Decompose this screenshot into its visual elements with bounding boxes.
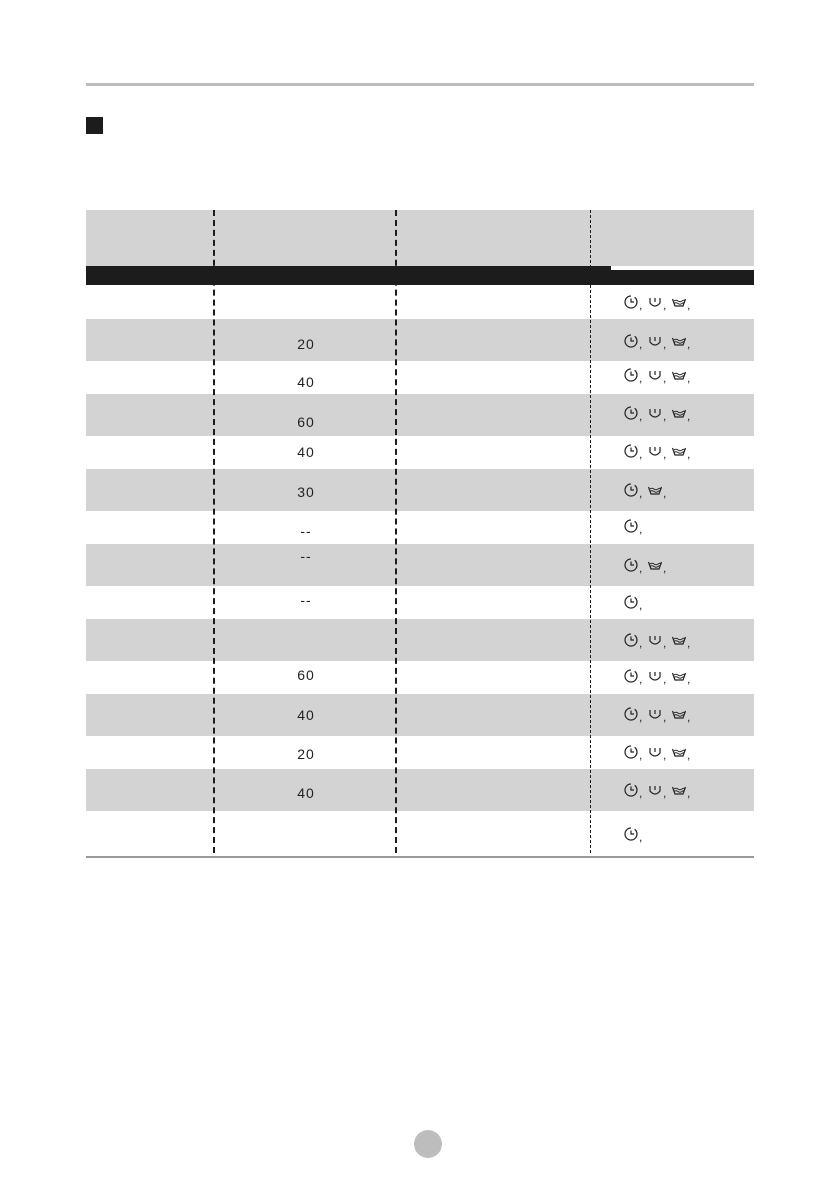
option-separator: , [663,371,667,385]
option-separator: , [663,636,667,650]
table-row [86,586,754,619]
table-row [86,661,754,694]
options-cell [623,631,695,649]
option-separator: , [639,636,643,650]
option-separator: , [639,409,643,423]
options-cell [623,593,647,611]
rinse-basin-icon [671,367,687,383]
rinse-basin-icon [647,557,663,573]
option-separator: , [639,561,643,575]
rinse-basin-icon [671,632,687,648]
table-row [86,436,754,469]
prewash-tub-icon [647,367,663,383]
option-separator: , [639,830,643,844]
option-separator: , [687,636,691,650]
table-row [86,285,754,319]
option-separator: , [663,486,667,500]
options-cell [623,667,695,685]
options-cell [623,556,671,574]
option-separator: , [663,748,667,762]
prewash-tub-icon [647,294,663,310]
header-band-notch [611,266,754,270]
rinse-basin-icon [671,668,687,684]
temperature-cell: -- [300,592,312,608]
prewash-tub-icon [647,632,663,648]
table-row [86,544,754,586]
prewash-tub-icon [647,333,663,349]
clock-icon [623,668,639,684]
option-separator: , [639,486,643,500]
option-separator: , [639,672,643,686]
rinse-basin-icon [647,482,663,498]
temperature-cell: 40 [297,707,315,723]
rinse-basin-icon [671,706,687,722]
rinse-basin-icon [671,405,687,421]
rinse-basin-icon [671,782,687,798]
clock-icon [623,443,639,459]
table-row [86,394,754,436]
temperature-cell: 60 [297,414,315,430]
temperature-cell: 40 [297,374,315,390]
bottom-rule [86,856,754,858]
section-marker [86,117,103,134]
options-cell [623,404,695,422]
table-row [86,511,754,544]
temperature-cell: 20 [297,746,315,762]
prewash-tub-icon [647,668,663,684]
table-row [86,361,754,394]
option-separator: , [687,409,691,423]
options-cell [623,743,695,761]
option-separator: , [663,672,667,686]
clock-icon [623,482,639,498]
clock-icon [623,333,639,349]
options-cell [623,442,695,460]
options-cell [623,517,647,535]
clock-icon [623,826,639,842]
option-separator: , [639,337,643,351]
temperature-cell: 40 [297,444,315,460]
option-separator: , [663,786,667,800]
option-separator: , [663,447,667,461]
prewash-tub-icon [647,443,663,459]
option-separator: , [687,748,691,762]
table-header [86,210,754,266]
option-separator: , [687,672,691,686]
temperature-cell: 60 [297,667,315,683]
table-body [86,285,754,853]
rinse-basin-icon [671,333,687,349]
option-separator: , [639,710,643,724]
column-divider-3 [590,210,591,853]
option-separator: , [639,522,643,536]
option-separator: , [687,710,691,724]
option-separator: , [639,748,643,762]
top-rule [86,83,754,86]
prewash-tub-icon [647,744,663,760]
clock-icon [623,706,639,722]
page-number-badge [414,1130,442,1158]
table-row [86,811,754,853]
prewash-tub-icon [647,706,663,722]
option-separator: , [687,337,691,351]
table-row [86,619,754,661]
clock-icon [623,557,639,573]
table-row [86,694,754,736]
clock-icon [623,367,639,383]
column-divider-1 [213,210,215,853]
table-row [86,319,754,361]
rinse-basin-icon [671,744,687,760]
table-row [86,469,754,511]
option-separator: , [639,786,643,800]
temperature-cell: 40 [297,785,315,801]
option-separator: , [639,447,643,461]
table-row [86,736,754,769]
clock-icon [623,744,639,760]
prewash-tub-icon [647,782,663,798]
option-separator: , [687,786,691,800]
option-separator: , [663,298,667,312]
option-separator: , [663,337,667,351]
options-cell [623,781,695,799]
clock-icon [623,518,639,534]
option-separator: , [639,598,643,612]
clock-icon [623,632,639,648]
table-row [86,769,754,811]
option-separator: , [663,710,667,724]
clock-icon [623,782,639,798]
options-cell [623,293,695,311]
temperature-cell: 30 [297,484,315,500]
options-cell [623,705,695,723]
options-cell [623,481,671,499]
options-cell [623,825,647,843]
clock-icon [623,594,639,610]
clock-icon [623,294,639,310]
option-separator: , [687,298,691,312]
rinse-basin-icon [671,443,687,459]
options-cell [623,332,695,350]
option-separator: , [639,298,643,312]
rinse-basin-icon [671,294,687,310]
temperature-cell: -- [300,548,312,564]
prewash-tub-icon [647,405,663,421]
table-header-band [86,266,754,285]
option-separator: , [639,371,643,385]
clock-icon [623,405,639,421]
program-table [86,210,754,853]
option-separator: , [663,409,667,423]
option-separator: , [663,561,667,575]
options-cell [623,366,695,384]
temperature-cell: -- [300,523,312,539]
option-separator: , [687,371,691,385]
option-separator: , [687,447,691,461]
column-divider-2 [395,210,397,853]
temperature-cell: 20 [297,336,315,352]
